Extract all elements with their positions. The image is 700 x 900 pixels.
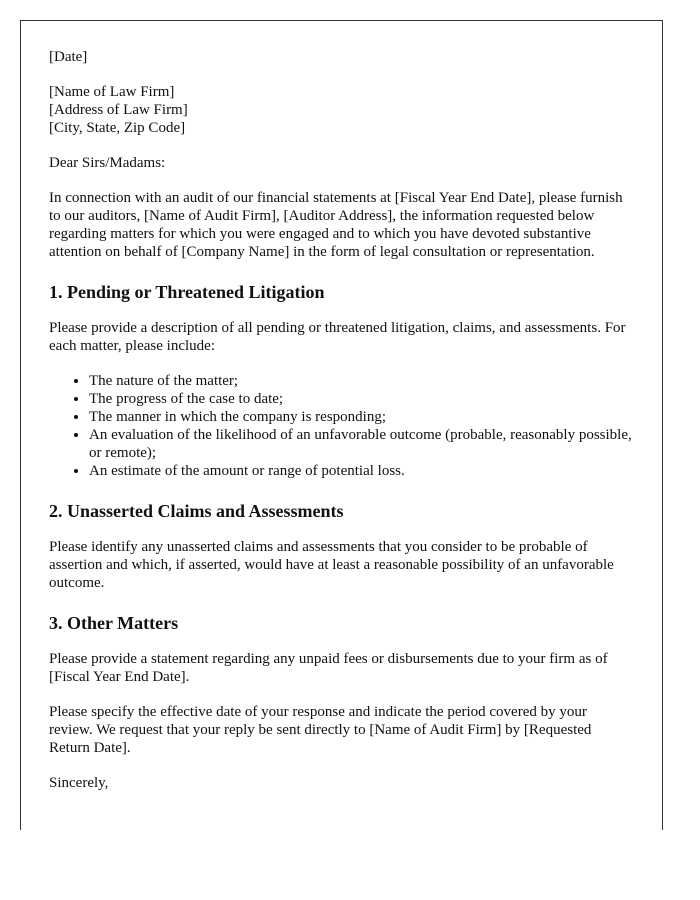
section-text-response: Please specify the effective date of your response and indicate the period covered by your review. We request that your reply be sent directly to [Name of Audit Firm] by [Requested Return Date]. [49,704,592,756]
letter-page [20,20,663,830]
recipient-address [49,83,634,137]
section-text-litigation: Please provide a description of all pending or threatened litigation, claims, and assessments. For each matter, please include: [49,320,626,354]
salutation: Dear Sirs/Madams: [49,155,166,171]
list-item: • The nature of the matter; [89,372,634,390]
closing: Sincerely, [49,775,109,791]
intro-paragraph: In connection with an audit of our financial statements at [Fiscal Year End Date], please furnish to our auditors, [Name of Audit Firm], [Auditor Address], the information requested below regarding matters for which you were engaged and to which you have devoted substantive attention on behalf of [Company Name] in the form of legal consultation or representation. [49,190,623,260]
list-item: • The manner in which the company is responding; [89,408,634,426]
law-firm-name: [Name of Law Firm] [49,84,175,100]
list-item: • An estimate of the amount or range of potential loss. [89,462,634,480]
date: [Date] [49,49,88,65]
section-heading-other: 3. Other Matters [49,613,179,633]
law-firm-city: [City, State, Zip Code] [49,120,186,136]
section-heading-unasserted: 2. Unasserted Claims and Assessments [49,501,344,521]
section-text-other: Please provide a statement regarding any unpaid fees or disbursements due to your firm as of [Fiscal Year End Date]. [49,651,608,685]
litigation-items-list [49,372,634,480]
list-item: • The progress of the case to date; [89,390,634,408]
section-heading-litigation: 1. Pending or Threatened Litigation [49,282,325,302]
law-firm-address: [Address of Law Firm] [49,102,188,118]
list-item: • An evaluation of the likelihood of an unfavorable outcome (probable, reasonably possible, or remote); [89,426,634,462]
section-text-unasserted: Please identify any unasserted claims and assessments that you consider to be probable of assertion and which, if asserted, would have at least a reasonable possibility of an unfavorable outcome. [49,539,614,591]
